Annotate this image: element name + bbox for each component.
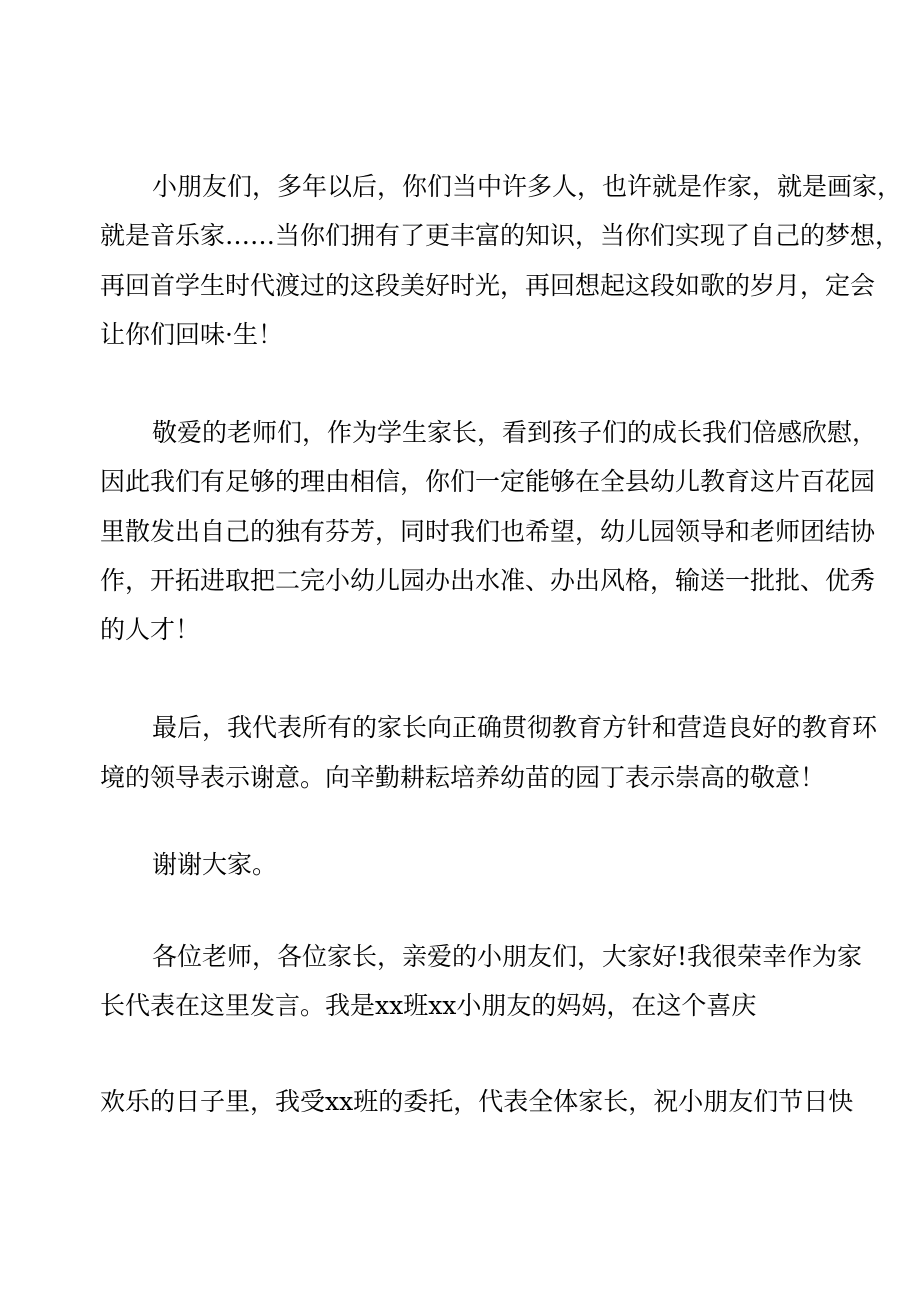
text-line: 最后，我代表所有的家长向正确贯彻教育方针和营造良好的教育环 xyxy=(152,713,878,742)
text-line: 小朋友们，多年以后，你们当中许多人，也许就是作家，就是画家， xyxy=(152,172,903,201)
text-line: 就是音乐家……当你们拥有了更丰富的知识，当你们实现了自己的梦想， xyxy=(100,221,901,250)
text-line: 谢谢大家。 xyxy=(152,850,278,879)
text-line: 因此我们有足够的理由相信，你们一定能够在全县幼儿教育这片百花园 xyxy=(100,467,876,496)
text-line: 境的领导表示谢意。向辛勤耕耘培养幼苗的园丁表示崇高的敬意！ xyxy=(100,763,826,792)
text-line: 再回首学生时代渡过的这段美好时光，再回想起这段如歌的岁月，定会 xyxy=(100,271,876,300)
text-line: 长代表在这里发言。我是xx班xx小朋友的妈妈，在这个喜庆 xyxy=(100,991,757,1020)
text-line: 敬爱的老师们，作为学生家长，看到孩子们的成长我们倍感欣慰， xyxy=(152,418,878,447)
text-line: 各位老师，各位家长，亲爱的小朋友们，大家好!我很荣幸作为家 xyxy=(152,942,863,971)
text-line: 的人才！ xyxy=(100,615,201,644)
text-line: 欢乐的日子里，我受xx班的委托，代表全体家长，祝小朋友们节日快 xyxy=(100,1087,854,1116)
text-line: 作，开拓进取把二完小幼儿园办出水准、办出风格，输送一批批、优秀 xyxy=(100,566,876,595)
text-line: 让你们回味·生！ xyxy=(100,320,283,349)
text-line: 里散发出自己的独有芬芳，同时我们也希望，幼儿园领导和老师团结协 xyxy=(100,517,876,546)
